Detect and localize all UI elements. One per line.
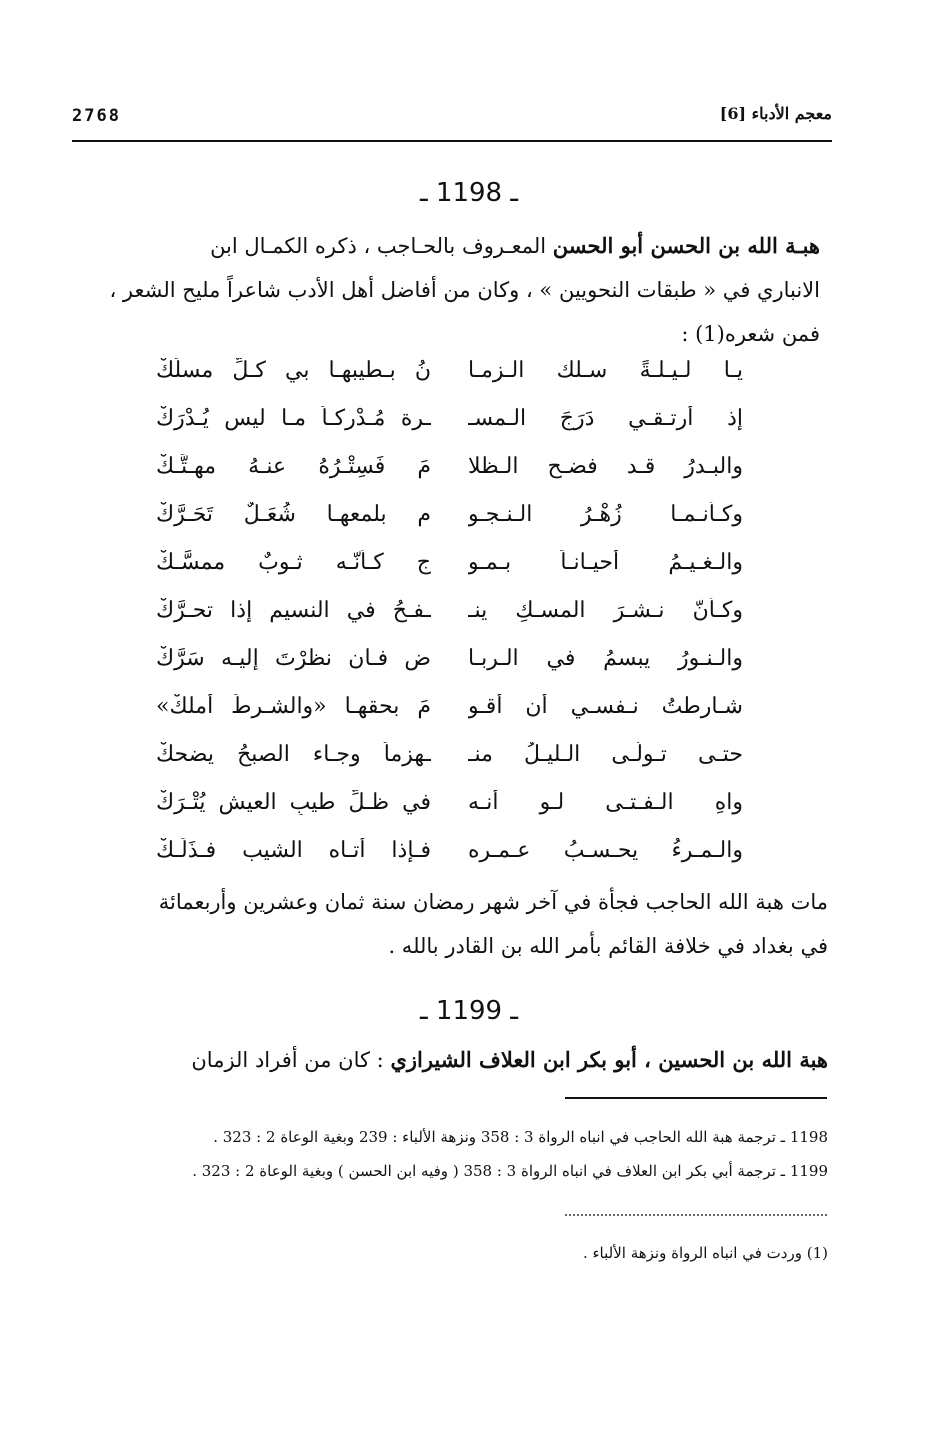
verse-second-hemistich: نُ بـطيبهـا بي كـلِّ مسلَكْ <box>156 358 431 383</box>
verse-first-hemistich: واهِ الـفـتـى لـو أنـه <box>468 790 743 815</box>
page-header <box>72 100 832 142</box>
verse-row <box>0 598 938 646</box>
entry-1199-name: هبة الله بن الحسين ، أبو بكر ابن العلاف الشيرازي <box>390 1047 828 1072</box>
verse-first-hemistich: شـارطتُ نـفسـي أن أقـو <box>468 694 743 719</box>
entry-1199-intro <box>68 1038 828 1082</box>
entry-1199-line-1 <box>68 1038 828 1082</box>
verse-first-hemistich: إذ أرتـقـي دَرَجَ الـمسـ <box>468 406 743 431</box>
entry-1198-line-1 <box>72 224 820 268</box>
verse-second-hemistich: فـإذا أتـاه الشيب فـذَلَـكْ <box>156 838 431 863</box>
verse-first-hemistich: وكـأنـمـا زُهْـرُ الـنـجـو <box>468 502 743 527</box>
verse-row <box>0 838 938 886</box>
verse-first-hemistich: والبـدرُ قـد فضـح الـظلا <box>468 454 743 479</box>
entry-1198-line-2: الانباري في « طبقات النحويين » ، وكان من أفاضل أهل الأدب شاعراً مليح الشعر ، <box>109 278 820 302</box>
verse-second-hemistich: م بلمعهـا شُعَـلٌ تَحَـرَّكْ <box>156 502 431 527</box>
verse-first-hemistich: يـا لـيـلـةً سـلك الـزمـا <box>468 358 743 383</box>
entry-1198-line-3: فمن شعره(1) : <box>681 322 820 346</box>
verse-first-hemistich: والـمـرءُ يحـسـبُ عـمـره <box>468 838 743 863</box>
verse-second-hemistich: ـهزماً وجـاء الصبحُ يضحكْ <box>156 742 431 767</box>
death-note-line-1: مات هبة الله الحاجب فجأة في آخر شهر رمضان سنة ثمان وعشرين وأربعمائة <box>158 890 828 914</box>
verse-row <box>0 646 938 694</box>
entry-number-1199: ـ 1199 ـ <box>420 996 518 1026</box>
verse-first-hemistich: والـنـورُ يبسمُ في الـربـا <box>468 646 743 671</box>
verse-second-hemistich: ـرة مُـدْركـاً مـا ليس يُـدْرَكْ <box>156 406 431 431</box>
poem-source-note: (1) وردت في انباه الرواة ونزهة الألباء . <box>582 1244 828 1262</box>
verse-first-hemistich: والـغـيـمُ أحيـانـاً بـمـو <box>468 550 743 575</box>
verse-row <box>0 454 938 502</box>
death-note <box>68 880 828 968</box>
page-number: 2768 <box>72 106 121 126</box>
verse-row <box>0 358 938 406</box>
verse-second-hemistich: جٍ كـأنّـه ثـوبٌ ممسَّـكْ <box>156 550 431 575</box>
footnote-1198: 1198 ـ ترجمة هبة الله الحاجب في انباه الرواة 3 : 358 ونزهة الألباء : 239 وبغية الوعاة 2 : 323 . <box>213 1128 828 1146</box>
death-note-line-2: في بغداد في خلافة القائم بأمر الله بن القادر بالله . <box>388 934 828 958</box>
entry-1198-intro <box>72 224 820 356</box>
verse-first-hemistich: حتـى تـولّـى الـليـلُ منـ <box>468 742 743 767</box>
entry-number-1198: ـ 1198 ـ <box>420 178 518 208</box>
verse-row <box>0 550 938 598</box>
dotted-separator <box>565 1214 827 1216</box>
entry-1199-line-1-text: : كان من أفراد الزمان <box>191 1048 384 1072</box>
verse-second-hemistich: مَ فَسِتْـرُهُ عنـهُ مهـتَّـكْ <box>156 454 431 479</box>
verse-row <box>0 406 938 454</box>
entry-1198-line-1-text: المعـروف بالحـاجب ، ذكره الكمـال ابن <box>210 234 547 258</box>
footnote-separator <box>565 1097 827 1099</box>
verse-row <box>0 694 938 742</box>
verse-row <box>0 742 938 790</box>
footnote-1199: 1199 ـ ترجمة أبي بكر ابن العلاف في انباه الرواة 3 : 358 ( وفيه ابن الحسن ) وبغية الوعاة 2 : 323 . <box>192 1162 828 1180</box>
verse-second-hemistich: مَ بحقهـا «والشـرطُ أملكْ» <box>156 694 431 719</box>
entry-1198-name: هبـة الله بن الحسن أبو الحسن <box>552 233 820 258</box>
verse-second-hemistich: ـفـحُ في النسيم إذا تحـرَّكْ <box>156 598 431 623</box>
verse-row <box>0 502 938 550</box>
verse-second-hemistich: ضِ فـان نظرْتَ إليـه سَرَّكْ <box>156 646 431 671</box>
verse-first-hemistich: وكـأنّ نـشـرَ المسـكِ ينـ <box>468 598 743 623</box>
verse-row <box>0 790 938 838</box>
running-title: معجم الأدباء [6] <box>719 104 832 123</box>
verse-second-hemistich: في ظـلِّ طيبِ العيشِ يُتْـرَكْ <box>156 790 431 815</box>
